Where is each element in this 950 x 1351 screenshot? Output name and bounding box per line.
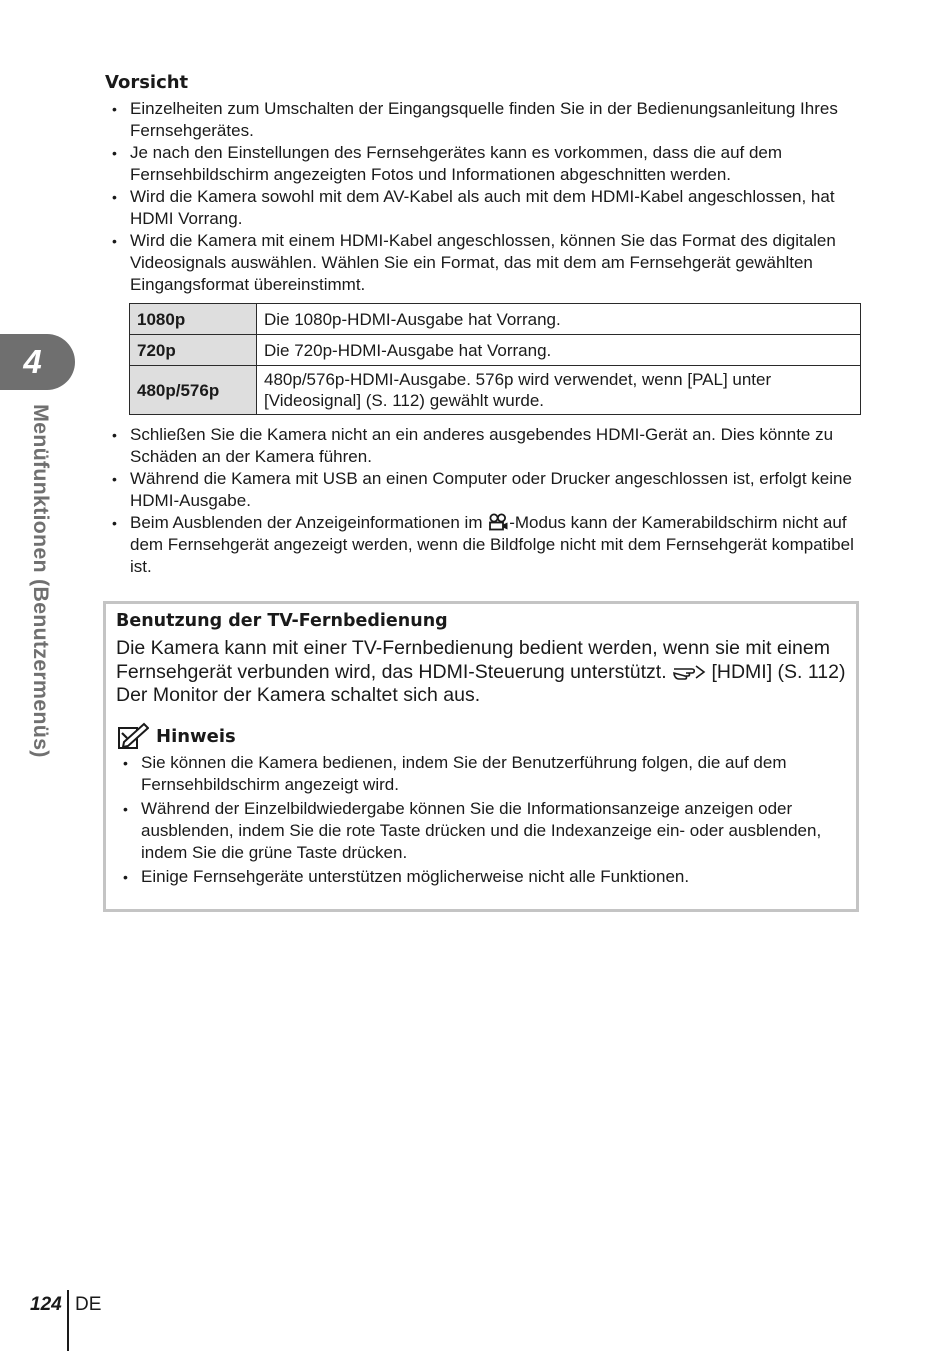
movie-item-text-after: -Modus kann der Kamerabildschirm nicht auf dem Fernsehgerät angezeigt werden, wenn die Bildfolge nicht mit dem Fernsehgerät kompatibel ist. bbox=[130, 513, 854, 576]
movie-item-text-before: Beim Ausblenden der Anzeigeinformationen im bbox=[130, 513, 488, 532]
format-cell: 1080p bbox=[130, 304, 257, 335]
note-list bbox=[116, 752, 846, 890]
page-number: 124 bbox=[30, 1294, 62, 1315]
note-pencil-icon bbox=[117, 722, 149, 750]
tv-remote-title: Benutzung der TV-Fernbedienung bbox=[116, 611, 448, 631]
list-item: • Während die Kamera mit USB an einen Computer oder Drucker angeschlossen ist, erfolgt keine HDMI-Ausgabe. bbox=[105, 468, 865, 512]
caution-heading: Vorsicht bbox=[105, 72, 189, 93]
chapter-side-title: Menüfunktionen (Benutzermenüs) bbox=[29, 404, 53, 758]
note-label: Hinweis bbox=[156, 725, 236, 747]
tv-remote-reference: [HDMI] (S. 112) bbox=[711, 660, 846, 683]
list-item: • Schließen Sie die Kamera nicht an ein anderes ausgebendes HDMI-Gerät an. Dies könnte zu Schäden an der Kamera führen. bbox=[105, 424, 865, 468]
caution-list-top bbox=[105, 98, 865, 296]
list-item: • Sie können die Kamera bedienen, indem Sie der Benutzerführung folgen, die auf dem Fernsehbildschirm angezeigt wird. bbox=[116, 752, 846, 796]
list-item: • Wird die Kamera sowohl mit dem AV-Kabel als auch mit dem HDMI-Kabel angeschlossen, hat HDMI Vorrang. bbox=[105, 186, 865, 230]
tv-remote-text-after: Der Monitor der Kamera schaltet sich aus. bbox=[116, 684, 481, 706]
movie-mode-icon bbox=[487, 513, 509, 531]
table-row bbox=[130, 366, 861, 415]
footer-divider bbox=[67, 1290, 69, 1351]
list-item: • Je nach den Einstellungen des Fernsehgerätes kann es vorkommen, dass die auf dem Fernsehbildschirm angezeigten Fotos und Informationen abgeschnitten werden. bbox=[105, 142, 865, 186]
list-item: • Einzelheiten zum Umschalten der Eingangsquelle finden Sie in der Bedienungsanleitung Ihres Fernsehgerätes. bbox=[105, 98, 865, 142]
format-cell: 720p bbox=[130, 335, 257, 366]
description-cell: Die 720p-HDMI-Ausgabe hat Vorrang. bbox=[257, 335, 861, 366]
tv-remote-text-main: Die Kamera kann mit einer TV-Fernbedienung bedient werden, wenn sie mit einem Fernsehgerät verbunden wird, das HDMI-Steuerung unterstützt. bbox=[116, 637, 830, 683]
description-cell: 480p/576p-HDMI-Ausgabe. 576p wird verwendet, wenn [PAL] unter [Videosignal] (S. 112) gewählt wurde. bbox=[257, 366, 861, 415]
table-row bbox=[130, 335, 861, 366]
language-code: DE bbox=[75, 1294, 102, 1315]
list-item: • Wird die Kamera mit einem HDMI-Kabel angeschlossen, können Sie das Format des digitalen Videosignals auswählen. Wählen Sie ein Format, das mit dem am Fernsehgerät gewählten Eingangsformat übereinstimmt. bbox=[105, 230, 865, 296]
reference-pointer-icon bbox=[672, 663, 706, 681]
hdmi-format-table bbox=[129, 303, 861, 415]
note-header bbox=[117, 722, 236, 750]
list-item: • Einige Fernsehgeräte unterstützen möglicherweise nicht alle Funktionen. bbox=[116, 866, 846, 888]
table-row bbox=[130, 304, 861, 335]
description-cell: Die 1080p-HDMI-Ausgabe hat Vorrang. bbox=[257, 304, 861, 335]
chapter-number: 4 bbox=[23, 343, 42, 380]
format-cell: 480p/576p bbox=[130, 366, 257, 415]
list-item: • Während der Einzelbildwiedergabe können Sie die Informationsanzeige anzeigen oder ausblenden, indem Sie die rote Taste drücken und die Indexanzeige ein- oder ausblenden, indem Sie die grüne Taste drücken. bbox=[116, 798, 846, 864]
list-item bbox=[105, 512, 865, 578]
tv-remote-text bbox=[116, 637, 851, 708]
caution-list-bottom bbox=[105, 424, 865, 578]
